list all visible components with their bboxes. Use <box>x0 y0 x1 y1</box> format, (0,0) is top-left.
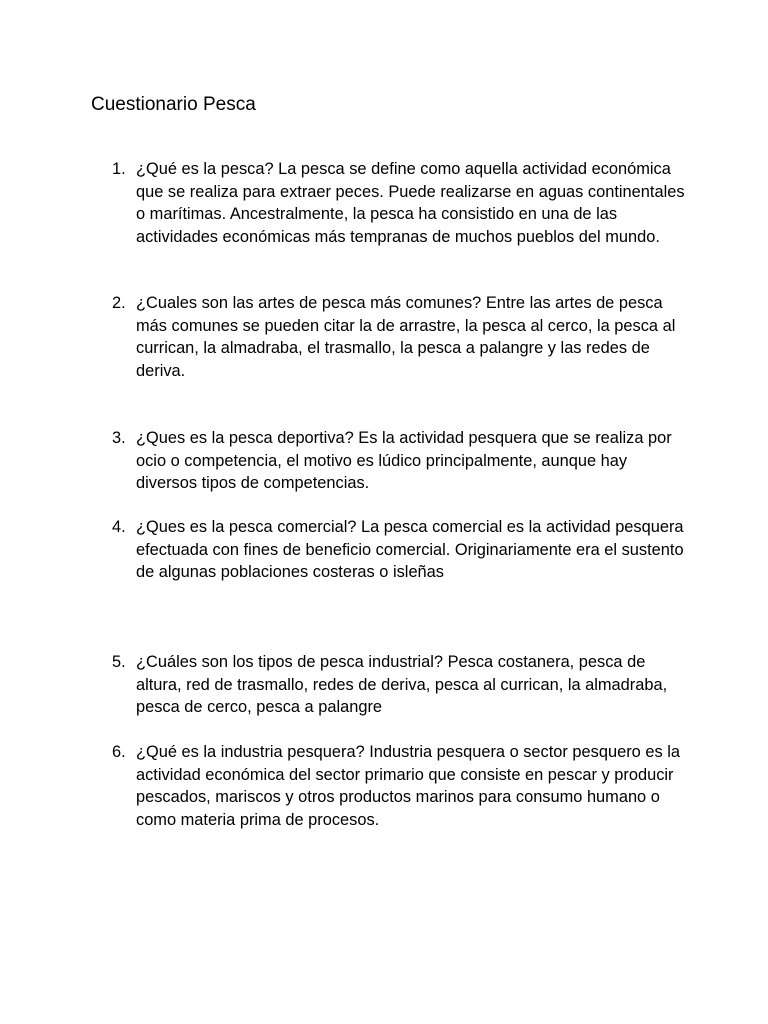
item-number: 3. <box>112 429 126 447</box>
item-number: 4. <box>112 518 126 536</box>
item-text: ¿Qué es la pesca? La pesca se define como aquella actividad económica que se realiza para extraer peces. Puede realizarse en aguas continentales o marítimas. Ancestralmente, la pesca ha consistido en una de las actividades económicas más tempranas de muchos pueblos del mundo. <box>136 160 685 246</box>
item-number: 6. <box>112 743 126 761</box>
item-text: ¿Cuales son las artes de pesca más comunes? Entre las artes de pesca más comunes se pueden citar la de arrastre, la pesca al cerco, la pesca al currican, la almadraba, el trasmallo, la pesca a palangre y las redes de deriva. <box>136 294 676 380</box>
page-title: Cuestionario Pesca <box>91 94 256 115</box>
item-text: ¿Ques es la pesca deportiva? Es la actividad pesquera que se realiza por ocio o competencia, el motivo es lúdico principalmente, aunque hay diversos tipos de competencias. <box>136 429 672 492</box>
item-text: ¿Cuáles son los tipos de pesca industrial? Pesca costanera, pesca de altura, red de trasmallo, redes de deriva, pesca al currican, la almadraba, pesca de cerco, pesca a palangre <box>136 653 668 716</box>
list-item <box>112 292 692 382</box>
list-item <box>112 158 692 248</box>
list-item <box>112 427 692 495</box>
item-number: 2. <box>112 294 126 312</box>
item-text: ¿Ques es la pesca comercial? La pesca comercial es la actividad pesquera efectuada con fines de beneficio comercial. Originariamente era el sustento de algunas poblaciones costeras o isleñas <box>136 518 684 581</box>
item-text: ¿Qué es la industria pesquera? Industria pesquera o sector pesquero es la actividad económica del sector primario que consiste en pescar y producir pescados, mariscos y otros productos marinos para consumo humano o como materia prima de procesos. <box>136 743 680 829</box>
item-number: 1. <box>112 160 126 178</box>
list-item <box>112 741 692 831</box>
list-item <box>112 651 692 719</box>
item-number: 5. <box>112 653 126 671</box>
list-item <box>112 516 692 584</box>
